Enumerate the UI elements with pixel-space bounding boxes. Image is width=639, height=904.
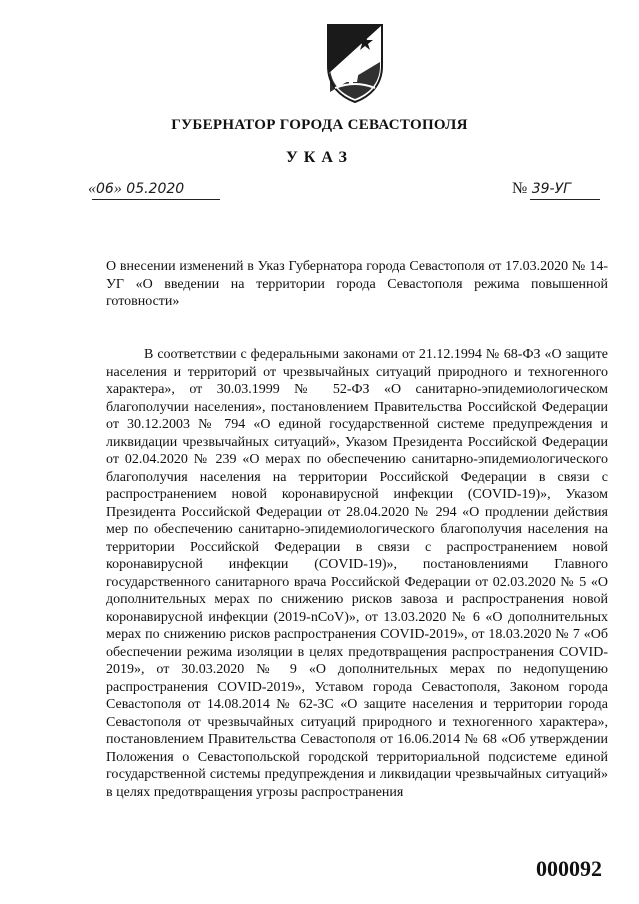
number-underline bbox=[530, 199, 600, 200]
date-month-year: 05.2020 bbox=[126, 181, 185, 197]
registry-number: 000092 bbox=[536, 856, 602, 881]
date-underline bbox=[92, 199, 220, 200]
number-sign: № bbox=[512, 180, 528, 197]
date-open-quote: « bbox=[88, 180, 96, 197]
decree-subject: О внесении изменений в Указ Губернатора города Севастополя от 17.03.2020 № 14-УГ «О введении на территории города Севастополя режима повышенной готовности» bbox=[106, 259, 608, 309]
date-close-quote: » bbox=[113, 180, 122, 197]
document-type-title: УКАЗ bbox=[286, 149, 353, 166]
issuer-title: ГУБЕРНАТОР ГОРОДА СЕВАСТОПОЛЯ bbox=[171, 117, 468, 133]
decree-number bbox=[512, 180, 602, 198]
date-day: 06 bbox=[96, 181, 114, 197]
number-value: 39-УГ bbox=[531, 181, 571, 197]
decree-body-paragraph: В соответствии с федеральными законами от 21.12.1994 № 68-ФЗ «О защите населения и территорий от чрезвычайных ситуаций природного и техногенного характера», от 30.03.1999 № 52-ФЗ «О санитарно-эпидемиологическом благополучии населения», постановлением Правительства Российской Федерации от 30.12.2003 № 794 «О единой государственной системе предупреждения и ликвидации чрезвычайных ситуаций», Указом Президента Российской Федерации от 02.04.2020 № 239 «О мерах по обеспечению санитарно-эпидемиологического благополучия населения на территории Российской Федерации в связи с распространением новой коронавирусной инфекции (COVID-19)», Указом Президента Российской Федерации от 28.04.2020 № 294 «О продлении действия мер по обеспечению санитарно-эпидемиологического благополучия населения на территории Российской Федерации в связи с распространением новой коронавирусной инфекции (COVID-19)», постановлениями Главного государственного санитарного врача Российской Федерации от 02.03.2020 № 5 «О дополнительных мерах по снижению рисков завоза и распространения новой коронавирусной инфекции (2019-nCoV)», от 13.03.2020 № 6 «О дополнительных мерах по снижению рисков распространения COVID-2019», от 18.03.2020 № 7 «Об обеспечении режима изоляции в целях предотвращения распространения COVID-2019», от 30.03.2020 № 9 «О дополнительных мерах по недопущению распространения COVID-2019», Уставом города Севастополя, Законом города Севастополя от 14.08.2014 № 62-ЗС «О защите населения и территории города Севастополя от чрезвычайных ситуаций природного и техногенного характера», постановлением Правительства Севастополя от 16.06.2014 № 68 «Об утверждении Положения о Севастопольской городской территориальной подсистеме единой государственной системы предупреждения и ликвидации чрезвычайных ситуаций» в целях предотвращения угрозы распространения bbox=[106, 347, 608, 800]
sevastopol-coat-of-arms-icon bbox=[325, 22, 385, 104]
decree-date bbox=[88, 180, 218, 198]
